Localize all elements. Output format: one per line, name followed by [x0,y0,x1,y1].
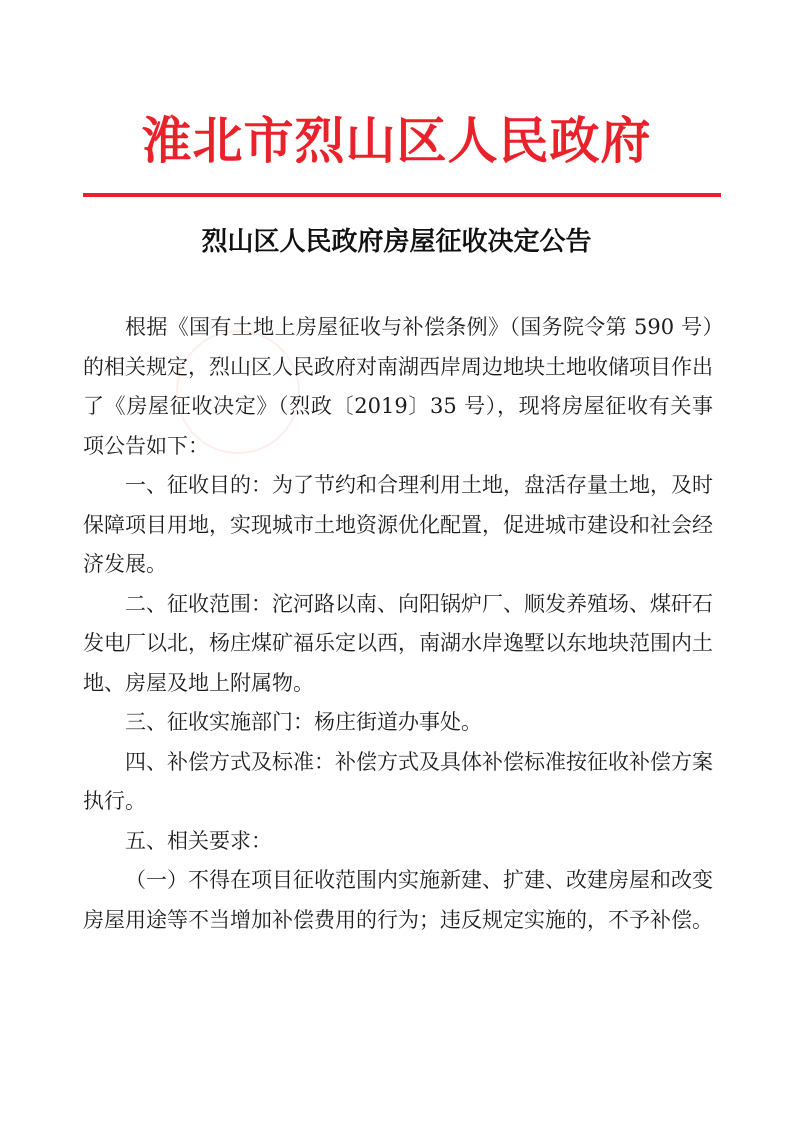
section-compensation: 四、补偿方式及标准：补偿方式及具体补偿标准按征收补偿方案执行。 [83,749,713,813]
issuer-header: 淮北市烈山区人民政府 [141,111,652,170]
requirement-item-1: （一）不得在项目征收范围内实施新建、扩建、改建房屋和改变房屋用途等不当增加补偿费用的行为；违反规定实施的，不予补偿。 [83,868,713,932]
section-requirements-heading: 五、相关要求： [125,828,272,853]
section-purpose: 一、征收目的：为了节约和合理利用土地，盘活存量土地，及时保障项目用地，实现城市土地资源优化配置，促进城市建设和社会经济发展。 [83,473,713,576]
document-title: 烈山区人民政府房屋征收决定公告 [201,227,592,257]
intro-paragraph: 根据《国有土地上房屋征收与补偿条例》（国务院令第 590 号）的相关规定，烈山区人民政府对南湖西岸周边地块土地收储项目作出了《房屋征收决定》（烈政〔2019〕35 号），现将房屋征收有关事项公告如下： [83,315,713,458]
section-department: 三、征收实施部门：杨庄街道办事处。 [125,710,482,734]
section-scope: 二、征收范围：沱河路以南、向阳锅炉厂、顺发养殖场、煤矸石发电厂以北，杨庄煤矿福乐定以西，南湖水岸逸墅以东地块范围内土地、房屋及地上附属物。 [83,591,713,695]
document-body [83,308,713,940]
red-divider-line [83,193,721,197]
